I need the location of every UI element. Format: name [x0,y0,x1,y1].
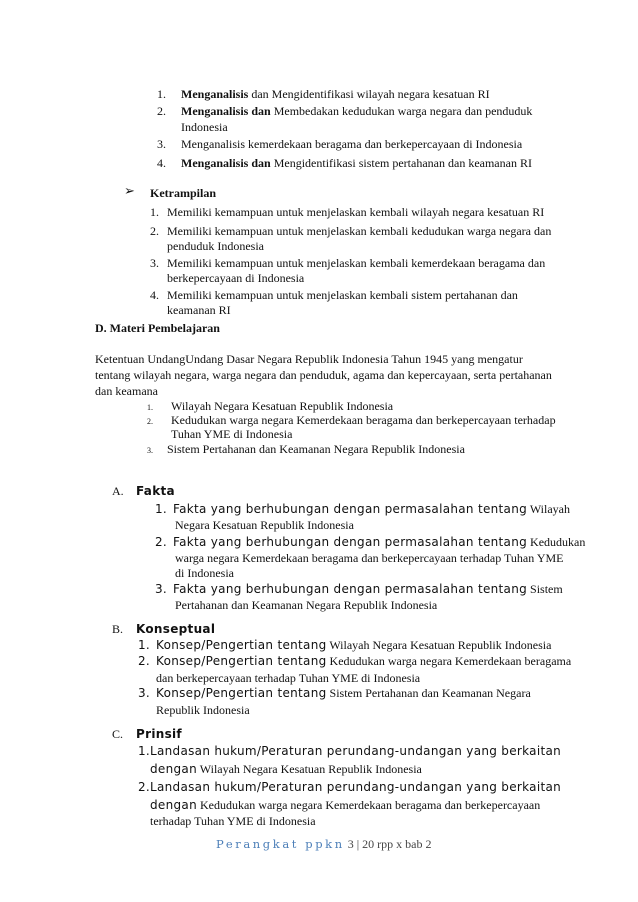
list-item-continuation: terhadap Tuhan YME di Indonesia [150,814,316,828]
list-item-continuation: penduduk Indonesia [167,239,264,253]
section-heading: Ketrampilan [150,186,216,200]
list-item-continuation: berkepercayaan di Indonesia [167,271,305,285]
list-item: 3. Memiliki kemampuan untuk menjelaskan kembali kemerdekaan beragama dan [150,256,546,270]
section-letter: C. [112,727,124,741]
footer-page-number: 3 | 20 rpp x bab 2 [344,837,432,851]
list-item: 3. Menganalisis kemerdekaan beragama dan berkepercayaan di Indonesia [157,137,523,151]
paragraph-line: Ketentuan UndangUndang Dasar Negara Republik Indonesia Tahun 1945 yang mengatur [95,352,523,366]
list-item: 1. Wilayah Negara Kesatuan Republik Indonesia [147,399,394,413]
list-item: 1. Landasan hukum/Peraturan perundang-undangan yang berkaitan [138,744,562,758]
list-item-continuation: dengan Kedudukan warga negara Kemerdekaan beragama dan berkepercayaan [150,798,541,812]
list-item: 1. Menganalisis dan Mengidentifikasi wilayah negara kesatuan RI [157,87,490,101]
section-heading: Konseptual [136,622,216,636]
footer-doc-name: Perangkat ppkn [216,837,345,851]
paragraph-line: dan keamana [95,384,158,398]
section-letter: B. [112,622,124,636]
list-item: 3. Konsep/Pengertian tentang Sistem Pertahanan dan Keamanan Negara [138,686,531,700]
list-item: 3. Sistem Pertahanan dan Keamanan Negara Republik Indonesia [147,442,465,456]
list-item: 2. Memiliki kemampuan untuk menjelaskan kembali kedudukan warga negara dan [150,224,552,238]
section-heading: Fakta [136,484,175,498]
section-heading: Prinsif [136,727,182,741]
list-item-continuation: Republik Indonesia [156,703,250,717]
list-item: 4. Memiliki kemampuan untuk menjelaskan kembali sistem pertahanan dan [150,288,518,302]
list-item-continuation: Tuhan YME di Indonesia [171,427,293,441]
list-item-continuation: dan berkepercayaan terhadap Tuhan YME di Indonesia [156,671,421,685]
list-item: 2. Kedudukan warga negara Kemerdekaan beragama dan berkepercayaan terhadap [147,413,556,427]
list-item: 2. Konsep/Pengertian tentang Kedudukan warga negara Kemerdekaan beragama [138,654,572,668]
list-item: 2. Fakta yang berhubungan dengan permasalahan tentang Kedudukan [155,535,586,549]
list-item-continuation: warga negara Kemerdekaan beragama dan berkepercayaan terhadap Tuhan YME [175,551,564,565]
list-item: 2. Menganalisis dan Membedakan kedudukan warga negara dan penduduk [157,104,533,118]
paragraph-line: tentang wilayah negara, warga negara dan penduduk, agama dan kepercayaan, serta pertahanan [95,368,552,382]
list-item: 4. Menganalisis dan Mengidentifikasi sistem pertahanan dan keamanan RI [157,156,532,170]
list-item-continuation: Negara Kesatuan Republik Indonesia [175,518,354,532]
list-item-continuation: dengan Wilayah Negara Kesatuan Republik Indonesia [150,762,422,776]
list-item-continuation: Indonesia [181,120,228,134]
list-item: 2. Landasan hukum/Peraturan perundang-undangan yang berkaitan [138,780,562,794]
section-heading: D. Materi Pembelajaran [95,321,220,335]
list-item-continuation: di Indonesia [175,566,234,580]
list-item: 1. Fakta yang berhubungan dengan permasalahan tentang Wilayah [155,502,570,516]
list-item: 3. Fakta yang berhubungan dengan permasalahan tentang Sistem [155,582,563,596]
list-item-continuation: keamanan RI [167,303,231,317]
section-letter: A. [112,484,124,498]
bullet-arrow-icon: ➢ [124,184,135,199]
list-item: 1. Konsep/Pengertian tentang Wilayah Negara Kesatuan Republik Indonesia [138,638,552,652]
list-item: 1. Memiliki kemampuan untuk menjelaskan kembali wilayah negara kesatuan RI [150,205,545,219]
page-footer [216,837,431,852]
list-item-continuation: Pertahanan dan Keamanan Negara Republik Indonesia [175,598,438,612]
